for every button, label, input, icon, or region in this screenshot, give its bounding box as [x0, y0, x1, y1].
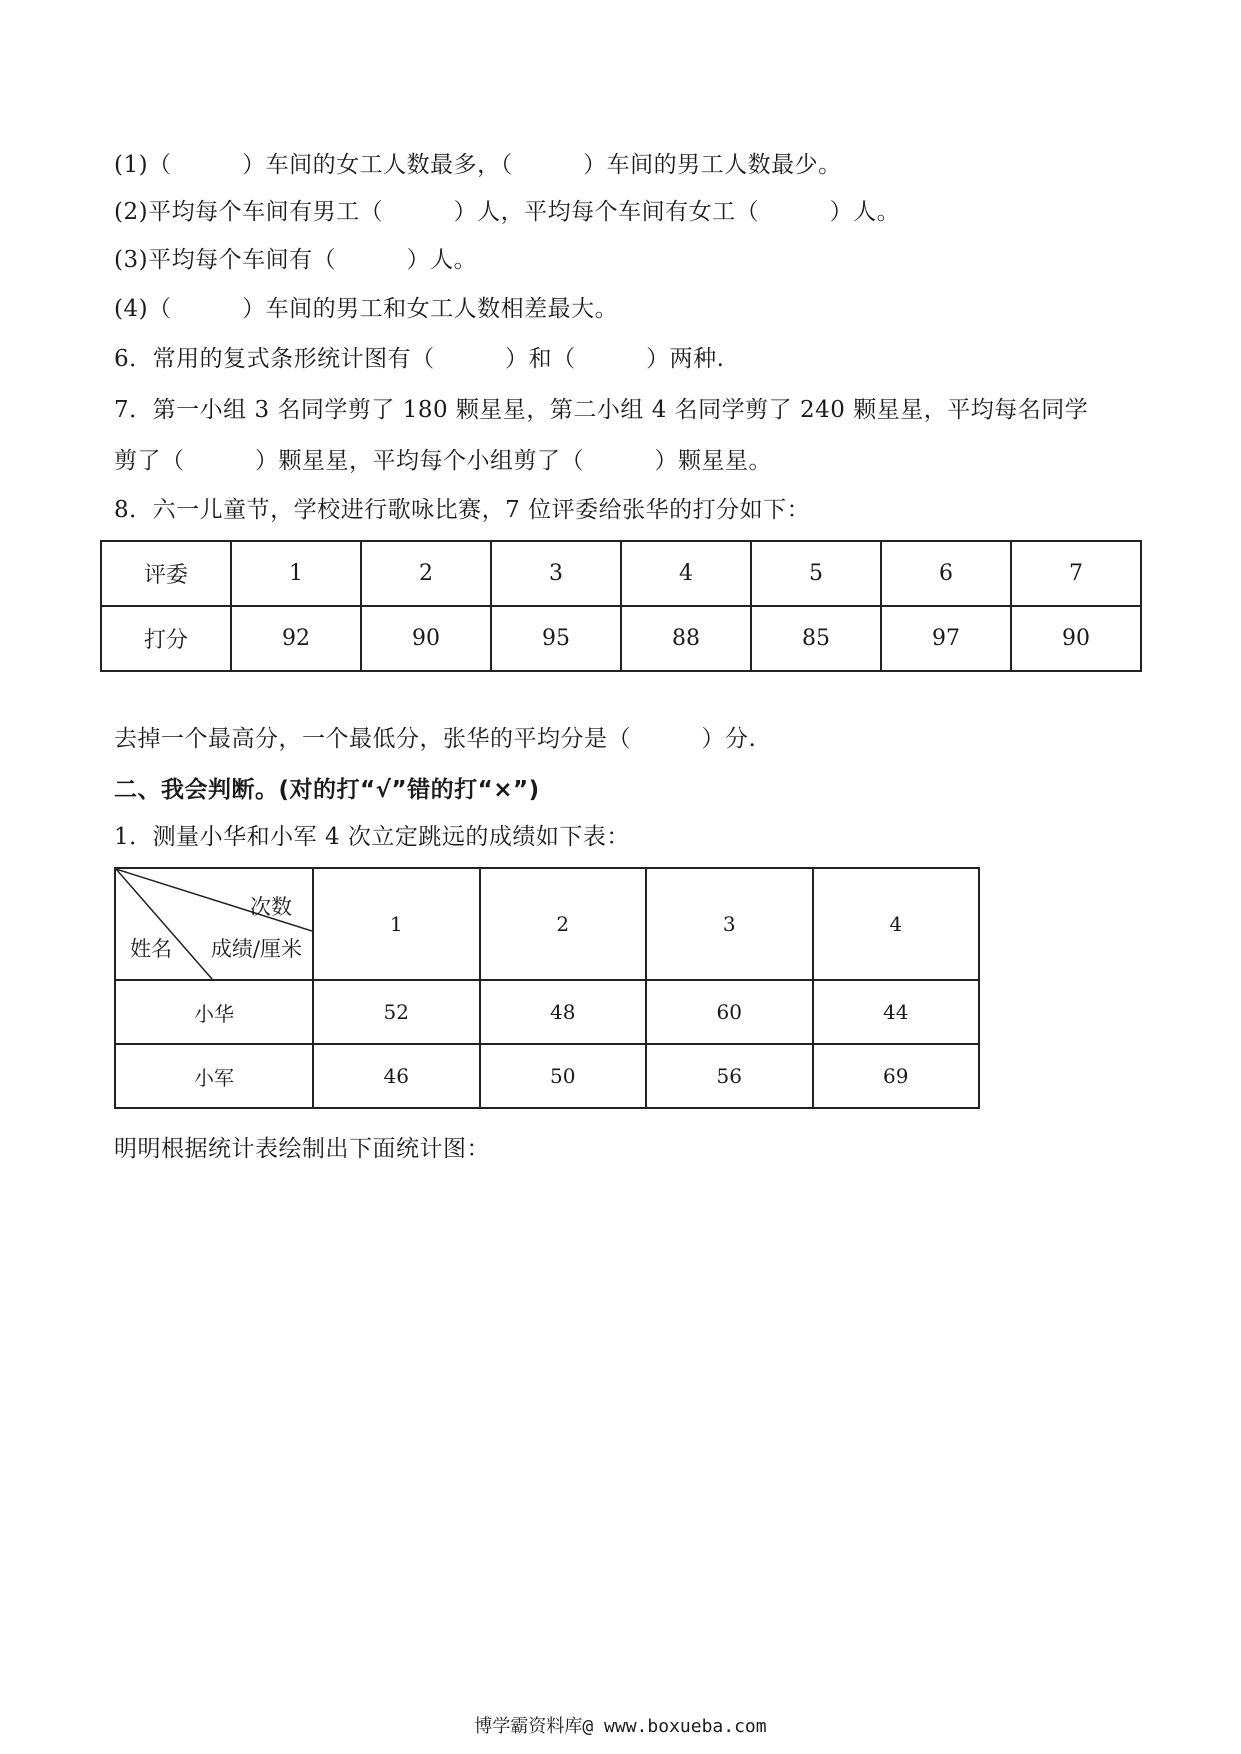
score-cell: 92: [231, 606, 361, 671]
question-7-line2: 剪了（ ）颗星星，平均每个小组剪了（ ）颗星星。: [114, 448, 772, 474]
judge-score-table: [100, 540, 1142, 672]
student-name: 小华: [115, 980, 313, 1044]
attempt-header: 1: [313, 868, 480, 980]
score-cell: 97: [881, 606, 1011, 671]
corner-label-name: 姓名: [130, 937, 172, 961]
question-5-2: (2)平均每个车间有男工（ ）人，平均每个车间有女工（ ）人。: [114, 199, 901, 225]
corner-label-attempts: 次数: [250, 895, 292, 919]
table-row: [115, 980, 979, 1044]
score-cell: 85: [751, 606, 881, 671]
judge-cell: 3: [491, 541, 621, 606]
question-5-4: (4)（ ）车间的男工和女工人数相差最大。: [114, 296, 619, 322]
table-row: [101, 606, 1141, 671]
score-cell: 88: [621, 606, 751, 671]
question-8-average: 去掉一个最高分，一个最低分，张华的平均分是（ ）分.: [114, 726, 757, 752]
diagonal-header-cell: [115, 868, 313, 980]
score-cell: 90: [361, 606, 491, 671]
judge-cell: 2: [361, 541, 491, 606]
judge-cell: 4: [621, 541, 751, 606]
result-cell: 56: [646, 1044, 813, 1108]
student-name: 小军: [115, 1044, 313, 1108]
question-7-line1: 7．第一小组 3 名同学剪了 180 颗星星，第二小组 4 名同学剪了 240 颗星星，平均每名同学: [114, 397, 1089, 423]
footer-watermark: 博学霸资料库@ www.boxueba.com: [474, 1716, 767, 1737]
result-cell: 50: [480, 1044, 647, 1108]
table-row: [115, 1044, 979, 1108]
attempt-header: 4: [813, 868, 980, 980]
question-5-1: (1)（ ）车间的女工人数最多，（ ）车间的男工人数最少。: [114, 152, 842, 178]
table-row: [115, 868, 979, 980]
question-8: 8．六一儿童节，学校进行歌咏比赛，7 位评委给张华的打分如下：: [114, 497, 811, 523]
section-2-title: 二、我会判断。(对的打“√”错的打“×”): [114, 777, 540, 803]
score-cell: 95: [491, 606, 621, 671]
result-cell: 48: [480, 980, 647, 1044]
judge-cell: 6: [881, 541, 1011, 606]
question-5-3: (3)平均每个车间有（ ）人。: [114, 247, 478, 273]
result-cell: 60: [646, 980, 813, 1044]
long-jump-table: [114, 867, 980, 1109]
judge-question-1: 1．测量小华和小军 4 次立定跳远的成绩如下表：: [114, 824, 630, 850]
result-cell: 52: [313, 980, 480, 1044]
question-6: 6．常用的复式条形统计图有（ ）和（ ）两种.: [114, 346, 725, 372]
row-header-score: 打分: [101, 606, 231, 671]
table-row: [101, 541, 1141, 606]
result-cell: 46: [313, 1044, 480, 1108]
result-cell: 69: [813, 1044, 980, 1108]
chart-intro: 明明根据统计表绘制出下面统计图：: [114, 1136, 490, 1162]
attempt-header: 3: [646, 868, 813, 980]
judge-cell: 1: [231, 541, 361, 606]
result-cell: 44: [813, 980, 980, 1044]
row-header-judge: 评委: [101, 541, 231, 606]
judge-cell: 5: [751, 541, 881, 606]
corner-label-result: 成绩/厘米: [210, 937, 302, 961]
score-cell: 90: [1011, 606, 1141, 671]
attempt-header: 2: [480, 868, 647, 980]
judge-cell: 7: [1011, 541, 1141, 606]
